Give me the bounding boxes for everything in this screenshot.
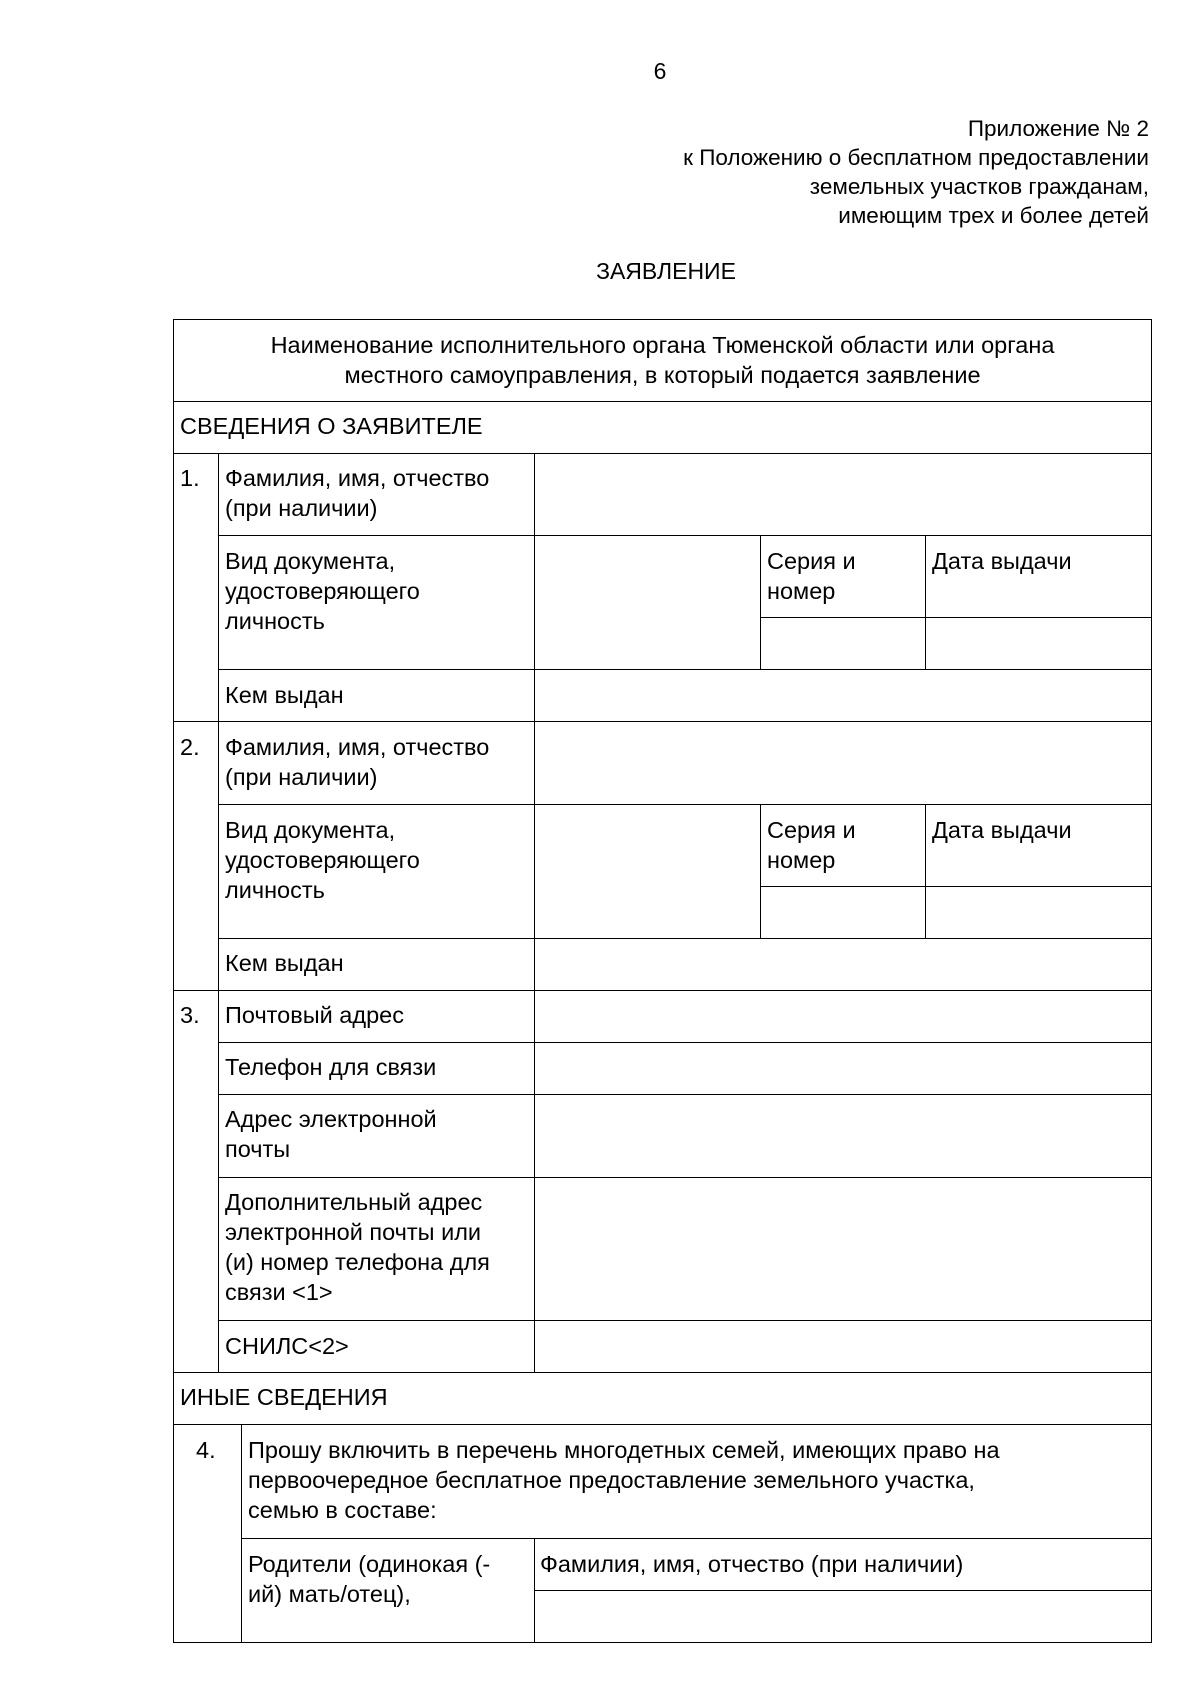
issue-date-label: Дата выдачи <box>932 817 1072 843</box>
table-border <box>173 1372 1152 1373</box>
appendix-line: земельных участков гражданам, <box>809 174 1149 199</box>
id-document-line: личность <box>225 877 325 903</box>
extra-contact-line: электронной почты или <box>225 1219 482 1245</box>
table-border <box>173 1642 1152 1643</box>
table-border <box>760 535 761 669</box>
table-border <box>1151 319 1152 1643</box>
phone-label: Телефон для связи <box>225 1054 437 1080</box>
appendix-line: имеющим трех и более детей <box>838 203 1149 228</box>
fio-line: Фамилия, имя, отчество <box>225 465 490 491</box>
table-border <box>760 886 1152 887</box>
table-border <box>925 535 926 669</box>
row-number: 3. <box>180 1002 200 1028</box>
fio-label <box>225 732 489 792</box>
table-border <box>173 721 1152 722</box>
table-border <box>173 453 1152 454</box>
request-line: первоочередное бесплатное предоставление земельного участка, <box>248 1467 975 1493</box>
section-applicant-heading: СВЕДЕНИЯ О ЗАЯВИТЕЛЕ <box>180 413 483 439</box>
series-line: номер <box>767 578 836 604</box>
extra-contact-line: связи <1> <box>225 1279 333 1305</box>
extra-contact-line: Дополнительный адрес <box>225 1189 483 1215</box>
parent-fio-label: Фамилия, имя, отчество (при наличии) <box>540 1551 964 1577</box>
table-border <box>218 804 1152 805</box>
section-other-heading: ИНЫЕ СВЕДЕНИЯ <box>180 1384 388 1410</box>
snils-label: СНИЛС<2> <box>225 1333 349 1359</box>
table-border <box>218 938 1152 939</box>
authority-line: Наименование исполнительного органа Тюменской области или органа <box>270 332 1055 358</box>
issued-by-label: Кем выдан <box>225 950 344 976</box>
email-line: почты <box>225 1136 291 1162</box>
authority-name-cell <box>173 330 1152 390</box>
table-border <box>173 319 1152 320</box>
family-request-text <box>248 1435 1000 1525</box>
table-border <box>218 453 219 1372</box>
table-border <box>218 1177 1152 1178</box>
extra-contact-label <box>225 1187 490 1307</box>
row-number: 1. <box>180 465 200 491</box>
request-line: Прошу включить в перечень многодетных семей, имеющих право на <box>248 1437 1000 1463</box>
table-border <box>534 1590 1152 1591</box>
table-border <box>241 1424 242 1642</box>
parents-label <box>248 1549 490 1609</box>
table-border <box>760 617 1152 618</box>
appendix-line: Приложение № 2 <box>967 116 1149 141</box>
postal-address-label: Почтовый адрес <box>225 1002 404 1028</box>
email-label <box>225 1104 437 1164</box>
parents-line: ий) мать/отец), <box>248 1581 411 1607</box>
appendix-header <box>683 114 1149 230</box>
table-border <box>173 990 1152 991</box>
fio-line: Фамилия, имя, отчество <box>225 734 490 760</box>
issued-by-label: Кем выдан <box>225 682 344 708</box>
fio-line: (при наличии) <box>225 764 378 790</box>
fio-line: (при наличии) <box>225 495 378 521</box>
table-border <box>218 669 1152 670</box>
id-document-line: удостоверяющего <box>225 847 420 873</box>
page-number: 6 <box>653 58 667 84</box>
id-document-label <box>225 815 420 905</box>
series-line: Серия и <box>767 817 856 843</box>
series-line: Серия и <box>767 548 856 574</box>
request-line: семью в составе: <box>248 1497 437 1523</box>
series-line: номер <box>767 847 836 873</box>
id-document-line: личность <box>225 608 325 634</box>
row-number: 2. <box>180 734 200 760</box>
parents-line: Родители (одинокая (- <box>248 1551 491 1577</box>
table-border <box>173 1424 1152 1425</box>
id-document-line: удостоверяющего <box>225 578 420 604</box>
table-border <box>218 535 1152 536</box>
extra-contact-line: (и) номер телефона для <box>225 1249 490 1275</box>
table-border <box>760 804 761 938</box>
table-border <box>534 1538 535 1642</box>
table-border <box>173 401 1152 402</box>
document-title: ЗАЯВЛЕНИЕ <box>596 258 736 284</box>
table-border <box>218 1042 1152 1043</box>
table-border <box>534 453 535 1372</box>
appendix-line: к Положению о бесплатном предоставлении <box>683 145 1149 170</box>
series-number-label <box>767 815 856 875</box>
id-document-label <box>225 546 420 636</box>
id-document-line: Вид документа, <box>225 548 396 574</box>
series-number-label <box>767 546 856 606</box>
id-document-line: Вид документа, <box>225 817 396 843</box>
table-border <box>241 1538 1152 1539</box>
row-number: 4. <box>196 1437 216 1463</box>
email-line: Адрес электронной <box>225 1106 437 1132</box>
table-border <box>173 319 174 1643</box>
table-border <box>218 1094 1152 1095</box>
table-border <box>218 1320 1152 1321</box>
authority-line: местного самоуправления, в который подается заявление <box>344 362 981 388</box>
issue-date-label: Дата выдачи <box>932 548 1072 574</box>
fio-label <box>225 463 489 523</box>
table-border <box>925 804 926 938</box>
